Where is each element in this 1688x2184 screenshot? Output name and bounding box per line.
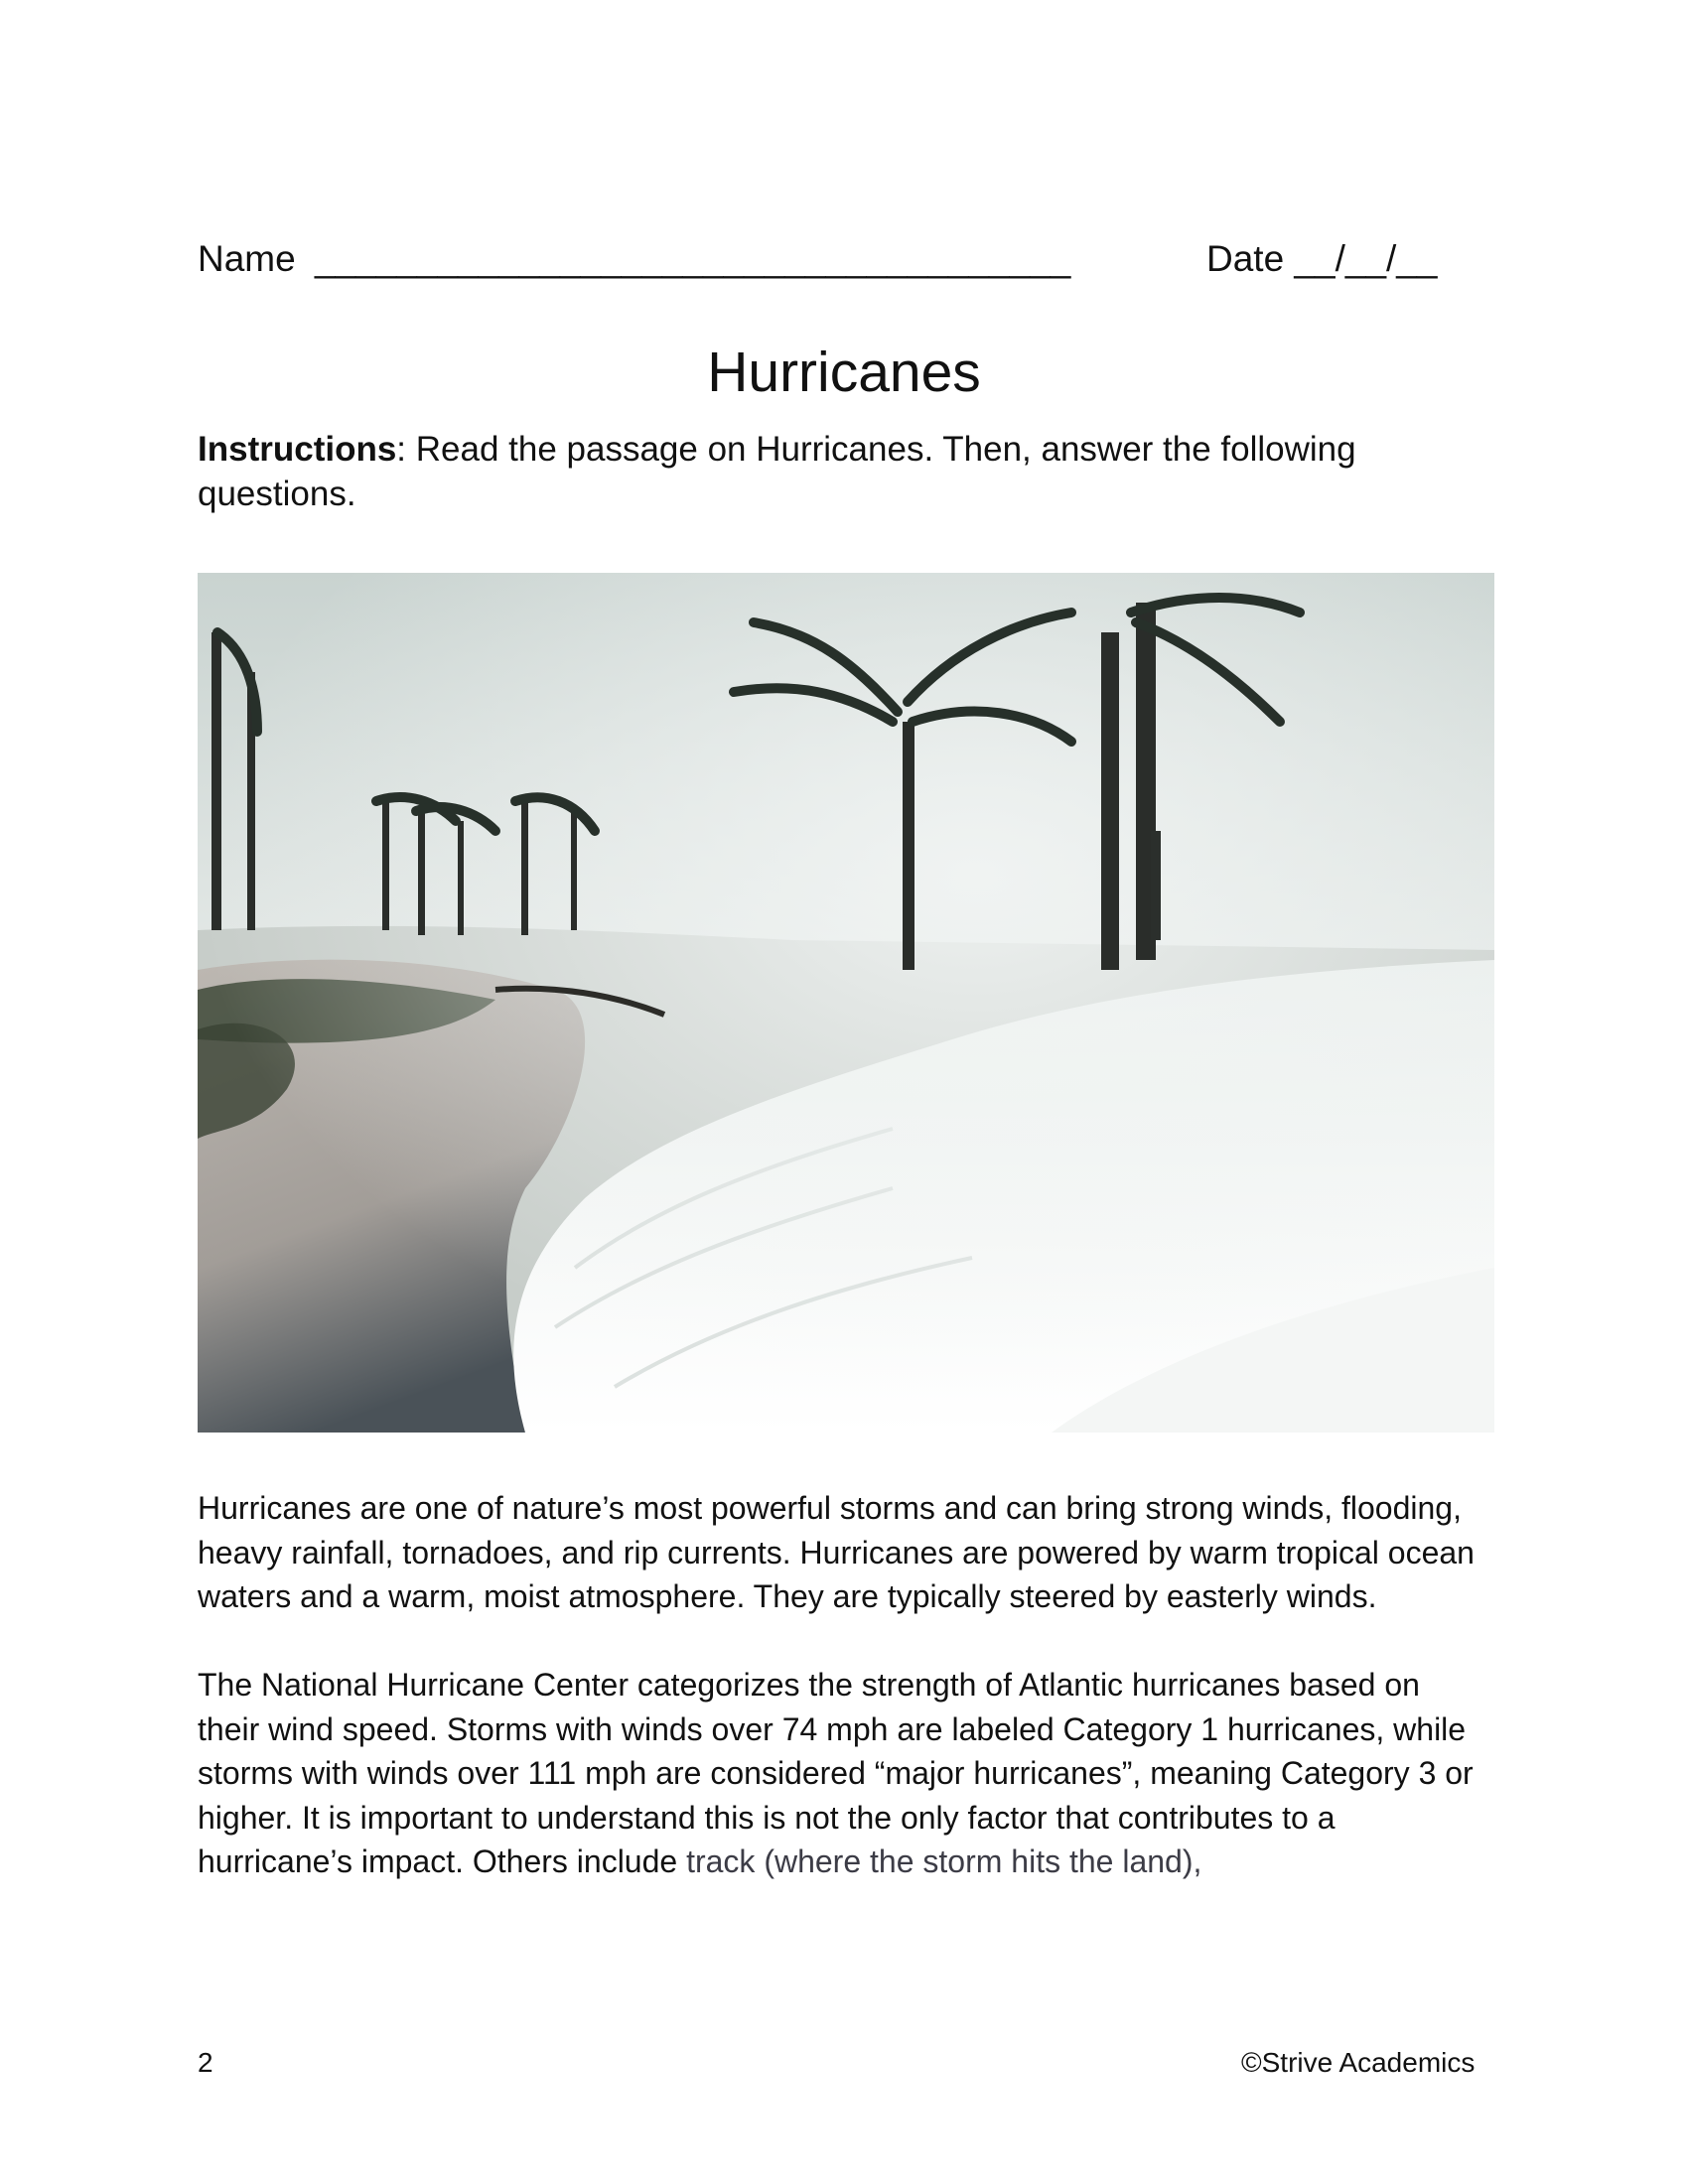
passage	[198, 1486, 1488, 1928]
passage-paragraph-1: Hurricanes are one of nature’s most powerful storms and can bring strong winds, flooding, heavy rainfall, tornadoes, and rip currents. Hurricanes are powered by warm tropical ocean waters and a warm, moist atmosphere. They are typically steered by easterly winds.	[198, 1490, 1475, 1614]
passage-paragraph-2-tail: track (where the storm hits the land),	[677, 1843, 1202, 1879]
hurricane-photo	[198, 573, 1494, 1433]
instructions-label: Instructions	[198, 430, 397, 469]
name-date-row	[198, 238, 1449, 288]
date-label[interactable]: Date __/__/__	[1206, 238, 1438, 279]
name-label: Name	[198, 238, 296, 279]
instructions-text: : Read the passage on Hurricanes. Then, answer the following questions.	[198, 430, 1356, 513]
passage-paragraph-2	[198, 1663, 1488, 1884]
passage-paragraph-2-main: The National Hurricane Center categorizes the strength of Atlantic hurricanes based on their wind speed. Storms with winds over 74 mph are labeled Category 1 hurricanes, while storms with winds over 111 mph are considered “major hurricanes”, meaning Category 3 or higher. It is important to understand this is not the only factor that contributes to a hurricane’s impact. Others include	[198, 1667, 1474, 1879]
page-title: Hurricanes	[707, 341, 981, 404]
page-number: 2	[198, 2047, 213, 2078]
copyright: ©Strive Academics	[1241, 2047, 1476, 2078]
name-blank-line[interactable]: _____________________________________	[315, 238, 1071, 279]
instructions	[198, 427, 1449, 516]
